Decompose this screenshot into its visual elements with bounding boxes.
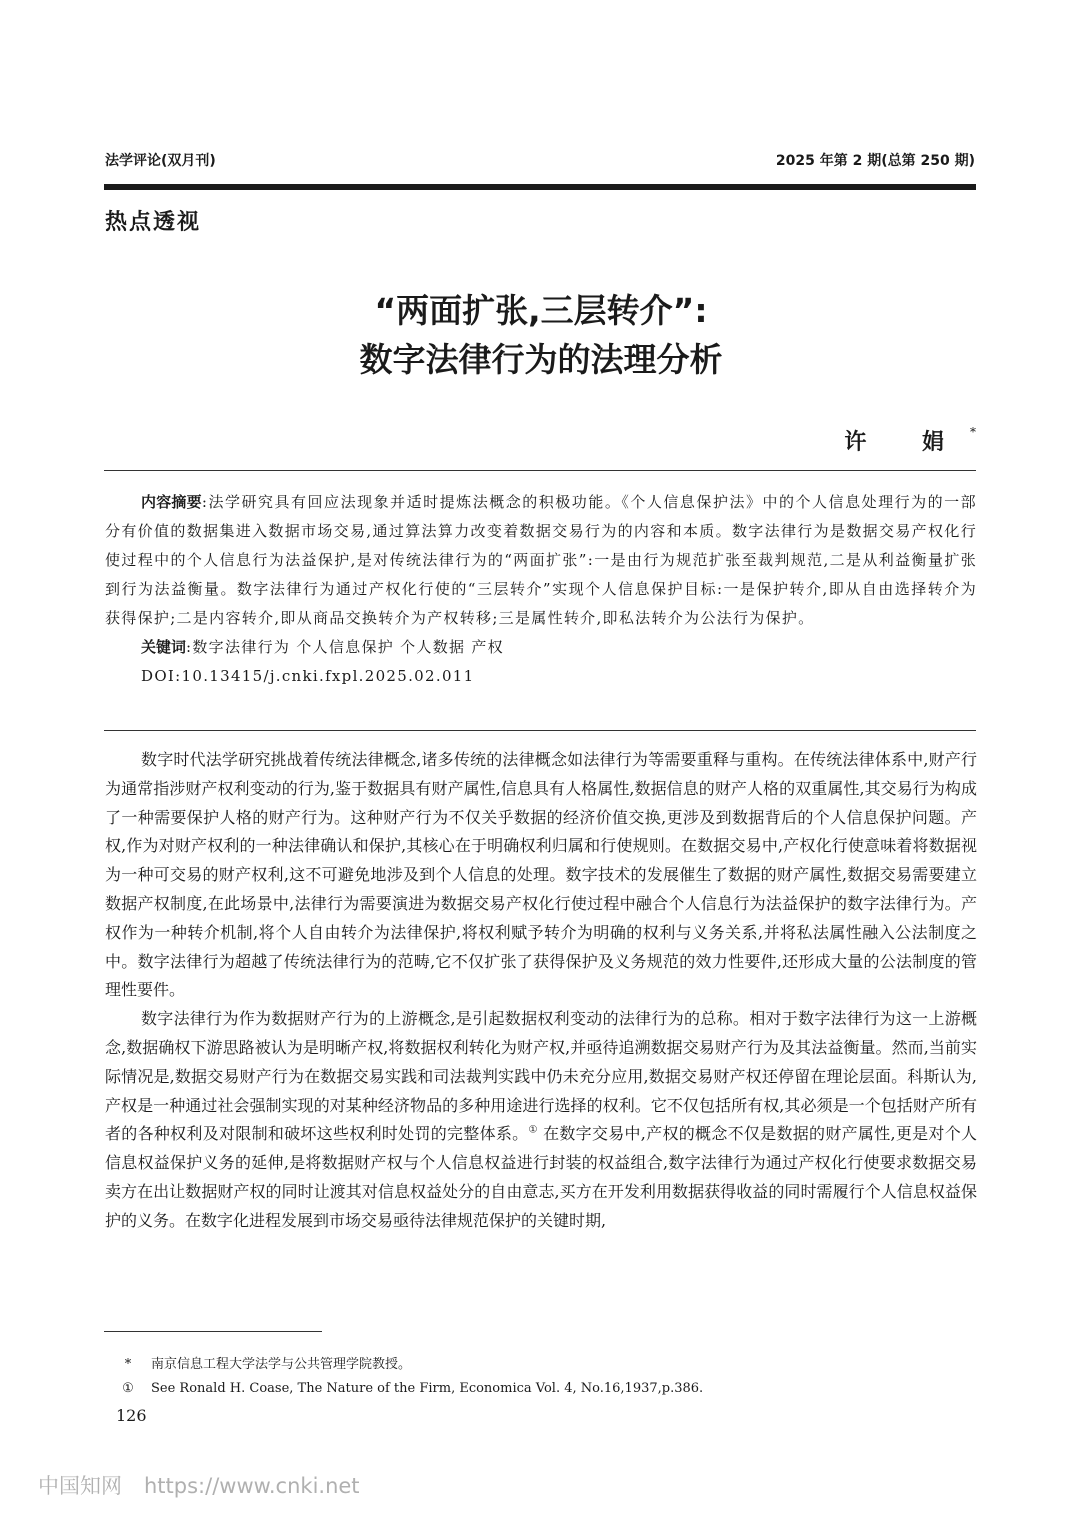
body-paragraph-2-part-2: 在数字交易中,产权的概念不仅是数据的财产属性,更是对个人信息权益保护义务的延伸,是将数据财产权与个人信息权益进行封装的权益组合,数字法律行为通过产权化行使要求数据交易卖方在出让数据财产权的同时让渡其对信息权益处分的自由意志,买方在开发利用数据获得收益的同时需履行个人信息权益保护的义务。在数字化进程发展到市场交易亟待法律规范保护的关键时期,	[105, 1124, 977, 1230]
cnki-watermark	[38, 1470, 360, 1500]
abstract-bottom-rule	[104, 730, 976, 731]
header-rule	[104, 184, 976, 190]
body-paragraph-2-part-1: 数字法律行为作为数据财产行为的上游概念,是引起数据权利变动的法律行为的总称。相对于数字法律行为这一上游概念,数据确权下游思路被认为是明晰产权,将数据权利转化为财产权,并亟待追溯数据交易财产行为及其法益衡量。然而,当前实际情况是,数据交易财产行为在数据交易实践和司法裁判实践中仍未充分应用,数据交易财产权还停留在理论层面。科斯认为,产权是一种通过社会强制实现的对某种经济物品的多种用途进行选择的权利。它不仅包括所有权,其必须是一个包括财产所有者的各种权利及对限制和破坏这些权利时处罚的完整体系。	[105, 1009, 977, 1144]
article-title-line-2: 数字法律行为的法理分析	[359, 340, 723, 379]
abstract-text: :法学研究具有回应法现象并适时提炼法概念的积极功能。《个人信息保护法》中的个人信息处理行为的一部分有价值的数据集进入数据市场交易,通过算法算力改变着数据交易行为的内容和本质。数字法律行为是数据交易产权化行使过程中的个人信息行为法益保护,是对传统法律行为的“两面扩张”:一是由行为规范扩张至裁判规范,二是从利益衡量扩张到行为法益衡量。数字法律行为通过产权化行使的“三层转介”实现个人信息保护目标:一是保护转介,即从自由选择转介为获得保护;二是内容转介,即从商品交换转介为产权转移;三是属性转介,即私法转介为公法行为保护。	[105, 493, 977, 627]
footnote-1	[105, 1377, 977, 1401]
watermark-url: https://www.cnki.net	[144, 1474, 360, 1498]
footnotes	[105, 1353, 977, 1401]
author-name: 许 娟	[844, 430, 968, 455]
page-number: 126	[116, 1406, 147, 1425]
doi-line[interactable]: DOI:10.13415/j.cnki.fxpl.2025.02.011	[141, 667, 475, 685]
abstract-paragraph	[105, 488, 977, 633]
abstract-label: 内容摘要	[141, 493, 202, 511]
footnote-text: See Ronald H. Coase, The Nature of the Firm, Economica Vol. 4, No.16,1937,p.386.	[151, 1381, 704, 1396]
keywords-text: :数字法律行为 个人信息保护 个人数据 产权	[186, 638, 504, 656]
journal-name: 法学评论(双月刊)	[105, 153, 216, 169]
abstract-top-rule	[104, 470, 976, 471]
footnote-rule	[104, 1331, 322, 1332]
article-body	[105, 746, 977, 1236]
issue-info: 2025 年第 2 期(总第 250 期)	[775, 153, 975, 169]
keywords-label: 关键词	[141, 638, 187, 656]
footnote-ref-1[interactable]: ①	[528, 1125, 538, 1137]
body-paragraph-1: 数字时代法学研究挑战着传统法律概念,诸多传统的法律概念如法律行为等需要重释与重构。在传统法律体系中,财产行为通常指涉财产权利变动的行为,鉴于数据具有财产属性,信息具有人格属性,数据信息的财产人格的双重属性,其交易行为构成了一种需要保护人格的财产行为。这种财产行为不仅关乎数据的经济价值交换,更涉及到数据背后的个人信息保护问题。产权,作为对财产权利的一种法律确认和保护,其核心在于明确权利归属和行使规则。在数据交易中,产权化行使意味着将数据视为一种可交易的财产权利,这不可避免地涉及到个人信息的处理。数字技术的发展催生了数据的财产属性,数据交易需要建立数据产权制度,在此场景中,法律行为需要演进为数据交易产权化行使过程中融合个人信息行为法益保护的数字法律行为。产权作为一种转介机制,将个人自由转介为法律保护,将权利赋予转介为明确的权利与义务关系,并将私法属性融入公法制度之中。数字法律行为超越了传统法律行为的范畴,它不仅扩张了获得保护及义务规范的效力性要件,还形成大量的公法制度的管理性要件。	[105, 750, 977, 1000]
section-label: 热点透视	[105, 210, 202, 235]
footnote-mark: ①	[122, 1381, 134, 1396]
keywords-line	[105, 633, 977, 662]
footnote-text: 南京信息工程大学法学与公共管理学院教授。	[151, 1357, 412, 1372]
watermark-brand: 中国知网	[38, 1474, 122, 1498]
body-paragraph-2	[105, 1005, 977, 1235]
footnote-author	[105, 1353, 977, 1377]
article-title-line-1: “两面扩张,三层转介”:	[374, 291, 708, 330]
abstract-block	[105, 488, 977, 691]
author-footnote-mark: *	[970, 425, 976, 439]
footnote-mark: *	[124, 1357, 132, 1372]
